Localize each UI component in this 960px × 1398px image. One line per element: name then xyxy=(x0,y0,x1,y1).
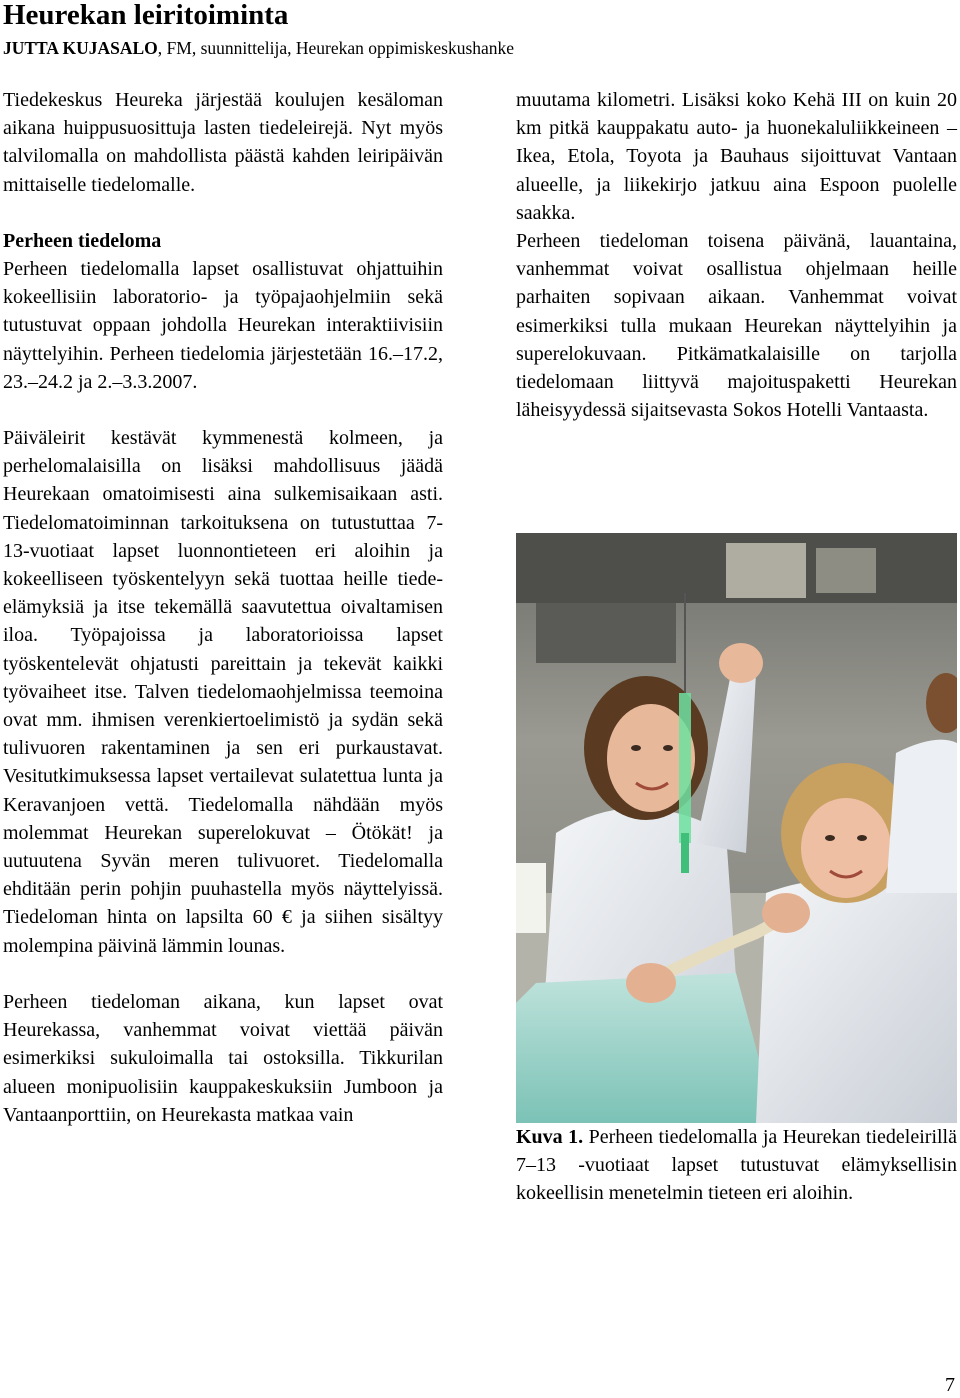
figure-photo xyxy=(516,533,957,1123)
page-number: 7 xyxy=(945,1374,955,1396)
children-experiment-photo xyxy=(516,533,957,1123)
author-name: JUTTA KUJASALO xyxy=(3,38,158,58)
paragraph-gap xyxy=(3,199,443,227)
figure-label: Kuva 1. xyxy=(516,1126,584,1148)
figure-caption xyxy=(516,1123,957,1208)
family-holiday-paragraph: Perheen tiedelomalla lapset osallistuvat ohjattuihin kokeellisiin laboratorio- ja työpajaohjelmiin sekä tutustuvat oppaan johdolla Heurekan interaktiivisiin näyttelyihin. Perheen tiedelomia järjestetään 16.–17.2, 23.–24.2 ja 2.–3.3.2007. xyxy=(3,258,443,393)
article-title: Heurekan leiritoiminta xyxy=(3,0,289,31)
day-camp-paragraph: Päiväleirit kestävät kymmenestä kolmeen, ja perhelomalaisilla on lisäksi mahdollisuus jäädä Heurekaan omatoimisesti aina sulkemisaikaan asti. Tiedelomatoiminnan tarkoituksena on tutustuttaa 7-13-vuotiaat lapset luonnontieteen eri aloihin ja kokeelliseen työskentelyyn sekä tuottaa heille tiede-elämyksiä ja itse tekemällä saavutettua oivaltamisen iloa. Työpajoissa ja laboratorioissa lapset työskentelevät ohjatusti pareittain ja tekevät kaikki työvaiheet itse. Talven tiedelomaohjelmissa teemoina ovat mm. ihmisen verenkiertoelimistö ja sydän sekä tulivuoren rakentaminen ja sen eri purkaustavat. Vesitutkimuksessa lapset vertailevat sulatettua lunta ja Keravanjoen vettä. Tiedelomalla nähdään myös molemmat Heurekan superelokuvat – Ötökät! ja uutuutena Syvän meren tulivuoret. Tiedelomalla ehditään perin pohjin puuhastella myös näyttelyissä. Tiedeloman hinta on lapsilta 60 € ja siihen sisältyy molempina päivinä lämmin lounas. xyxy=(3,427,443,957)
byline xyxy=(3,37,514,59)
second-day-paragraph: Perheen tiedeloman toisena päivänä, lauantaina, vanhemmat voivat osallistua ohjelmaan heille parhaiten sopivaan aikaan. Vanhemmat voivat esimerkiksi tulla mukaan Heurekan näyttelyihin ja superelokuvaan. Pitkämatkalaisille on tarjolla tiedelomaan liittyvä majoituspaketti Heurekan läheisyydessä sijaitsevasta Sokos Hotelli Vantaasta. xyxy=(516,230,957,422)
right-column xyxy=(516,86,957,424)
shopping-paragraph: muutama kilometri. Lisäksi koko Kehä III on kuin 20 km pitkä kauppakatu auto- ja huonekaluliikkeineen – Ikea, Etola, Toyota ja Bauhaus sijoittuvat Vantaan alueelle, ja liikekirjo jatkuu aina Espoon puolelle saakka. xyxy=(516,89,957,224)
left-column xyxy=(3,86,443,1129)
section-subheading: Perheen tiedeloma xyxy=(3,229,162,252)
figure-caption-text: Perheen tiedelomalla ja Heurekan tiedeleirillä 7–13 -vuotiaat lapset tutustuvat elämyksellisin kokeellisin menetelmin tieteen eri aloihin. xyxy=(516,1126,957,1205)
intro-paragraph: Tiedekeskus Heureka järjestää koulujen kesäloman aikana huippusuosittuja lasten tiedeleirejä. Nyt myös talvilomalla on mahdollista päästä kahden leiripäivän mittaiselle tiedelomalle. xyxy=(3,89,443,196)
paragraph-gap xyxy=(3,396,443,424)
parents-paragraph: Perheen tiedeloman aikana, kun lapset ovat Heurekassa, vanhemmat voivat viettää päivän esimerkiksi sukuloimalla tai ostoksilla. Tikkurilan alueen monipuolisiin kauppakeskuksiin Jumboon ja Vantaanporttiin, on Heurekasta matkaa vain xyxy=(3,990,443,1126)
author-role: , FM, suunnittelija, Heurekan oppimiskeskushanke xyxy=(157,38,515,58)
paragraph-gap xyxy=(3,960,443,988)
